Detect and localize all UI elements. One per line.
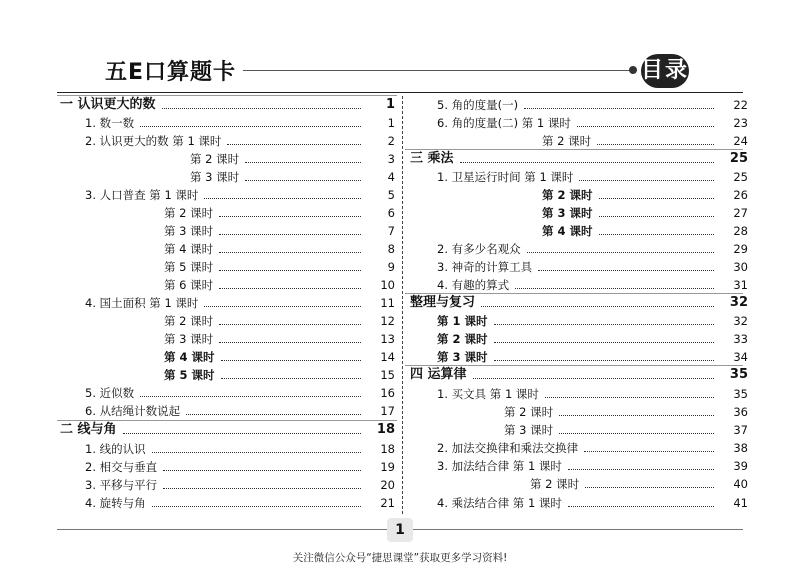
toc-entry-page: 3 [387, 152, 395, 166]
toc-entry[interactable] [437, 258, 748, 276]
toc-entry[interactable] [85, 114, 395, 132]
toc-entry-title: 2. 相交与垂直 [85, 460, 158, 474]
toc-entry[interactable] [437, 494, 748, 512]
toc-entry-page: 30 [733, 260, 748, 274]
toc-entry-title: 一 认识更大的数 [60, 97, 156, 112]
book-title: 五E口算题卡 [105, 60, 237, 85]
toc-entry-page: 41 [733, 496, 748, 510]
toc-entry-page: 7 [387, 224, 395, 238]
toc-entry[interactable] [504, 403, 748, 421]
toc-entry[interactable] [85, 402, 395, 420]
toc-entry-page: 38 [733, 441, 748, 455]
dot-leader [140, 114, 361, 127]
toc-entry[interactable] [190, 150, 395, 168]
toc-entry[interactable] [164, 330, 395, 348]
toc-entry[interactable] [60, 421, 395, 439]
dot-leader [538, 258, 714, 271]
toc-entry-page: 18 [380, 442, 395, 456]
toc-entry-page: 28 [733, 224, 748, 238]
dot-leader [152, 440, 361, 453]
toc-entry[interactable] [504, 421, 748, 439]
toc-entry-title: 四 运算律 [410, 367, 467, 382]
dot-leader [559, 421, 714, 434]
dot-leader [494, 330, 714, 343]
toc-entry[interactable] [437, 96, 748, 114]
toc-entry-page: 6 [387, 206, 395, 220]
page-number: 1 [387, 518, 413, 542]
toc-entry-page: 35 [733, 387, 748, 401]
dot-leader [219, 204, 361, 217]
toc-entry-title: 1. 数一数 [85, 116, 135, 130]
toc-entry[interactable] [542, 222, 748, 240]
toc-entry-title: 第 4 课时 [542, 224, 593, 238]
dot-leader [204, 294, 361, 307]
toc-entry[interactable] [437, 312, 748, 330]
toc-entry[interactable] [437, 168, 748, 186]
header-rule [243, 70, 637, 71]
dot-leader [524, 96, 714, 109]
toc-entry-page: 26 [733, 188, 748, 202]
dot-leader [473, 366, 714, 379]
dot-leader [597, 132, 714, 145]
toc-entry-page: 19 [380, 460, 395, 474]
toc-entry-title: 第 3 课时 [164, 224, 214, 238]
dot-leader [152, 494, 361, 507]
toc-entry-page: 13 [380, 332, 395, 346]
toc-entry-page: 32 [729, 295, 748, 310]
toc-entry[interactable] [542, 132, 748, 150]
toc-entry-title: 第 3 课时 [164, 332, 214, 346]
toc-entry-page: 12 [380, 314, 395, 328]
toc-entry[interactable] [60, 96, 395, 114]
toc-entry[interactable] [437, 114, 748, 132]
toc-entry-title: 第 2 课时 [530, 477, 580, 491]
toc-entry[interactable] [437, 276, 748, 294]
toc-entry-title: 2. 认识更大的数 第 1 课时 [85, 134, 222, 148]
toc-entry-title: 第 2 课时 [504, 405, 554, 419]
toc-entry[interactable] [85, 294, 395, 312]
toc-entry[interactable] [410, 366, 748, 384]
toc-entry-page: 20 [380, 478, 395, 492]
contents-badge: 目录 [641, 54, 689, 88]
dot-leader [219, 258, 361, 271]
toc-entry-title: 第 3 课时 [437, 350, 488, 364]
toc-entry[interactable] [164, 222, 395, 240]
toc-entry[interactable] [85, 440, 395, 458]
dot-leader [245, 150, 361, 163]
toc-entry[interactable] [85, 494, 395, 512]
toc-entry-page: 16 [380, 386, 395, 400]
toc-entry-title: 4. 有趣的算式 [437, 278, 510, 292]
dot-leader [163, 476, 361, 489]
toc-entry-title: 1. 买文具 第 1 课时 [437, 387, 539, 401]
toc-entry-title: 三 乘法 [410, 151, 454, 166]
toc-entry-page: 40 [733, 477, 748, 491]
toc-entry-title: 4. 旋转与角 [85, 496, 146, 510]
dot-leader [221, 366, 361, 379]
dot-leader [545, 385, 714, 398]
toc-entry-title: 第 3 课时 [542, 206, 593, 220]
dot-leader [460, 150, 714, 163]
toc-entry-title: 6. 从结绳计数说起 [85, 404, 181, 418]
toc-entry[interactable] [437, 385, 748, 403]
toc-entry[interactable] [542, 204, 748, 222]
toc-entry[interactable] [190, 168, 395, 186]
dot-leader [163, 458, 361, 471]
toc-entry[interactable] [437, 348, 748, 366]
toc-entry-page: 15 [380, 368, 395, 382]
toc-entry-page: 18 [376, 422, 395, 437]
toc-entry-title: 6. 角的度量(二) 第 1 课时 [437, 116, 571, 130]
toc-entry-page: 5 [387, 188, 395, 202]
dot-leader [568, 494, 714, 507]
toc-entry-title: 第 5 课时 [164, 368, 215, 382]
dot-leader [219, 312, 361, 325]
toc-entry-title: 第 2 课时 [164, 314, 214, 328]
toc-entry-page: 37 [733, 423, 748, 437]
dot-leader [579, 168, 714, 181]
dot-leader [123, 421, 361, 434]
toc-entry[interactable] [164, 276, 395, 294]
toc-entry-title: 第 2 课时 [542, 134, 592, 148]
dot-leader [481, 294, 714, 307]
toc-entry[interactable] [164, 366, 395, 384]
dot-leader [494, 348, 714, 361]
dot-leader [585, 475, 714, 488]
toc-entry-title: 第 6 课时 [164, 278, 214, 292]
dot-leader [219, 276, 361, 289]
toc-entry[interactable] [437, 457, 748, 475]
dot-leader [599, 186, 714, 199]
toc-entry[interactable] [164, 348, 395, 366]
toc-entry-title: 2. 加法交换律和乘法交换律 [437, 441, 579, 455]
toc-entry-title: 3. 平移与平行 [85, 478, 158, 492]
toc-entry-page: 33 [733, 332, 748, 346]
dot-leader [221, 348, 361, 361]
toc-entry[interactable] [85, 186, 395, 204]
toc-entry-title: 二 线与角 [60, 422, 117, 437]
toc-entry-page: 4 [387, 170, 395, 184]
toc-entry-title: 第 3 课时 [504, 423, 554, 437]
header-dot [629, 66, 637, 74]
dot-leader [599, 222, 714, 235]
dot-leader [219, 222, 361, 235]
toc-entry-page: 22 [733, 98, 748, 112]
toc-entry-page: 8 [387, 242, 395, 256]
dot-leader [527, 240, 714, 253]
toc-entry[interactable] [164, 240, 395, 258]
toc-entry-page: 25 [729, 151, 748, 166]
dot-leader [204, 186, 361, 199]
toc-entry-title: 2. 有多少名观众 [437, 242, 521, 256]
toc-entry-page: 9 [387, 260, 395, 274]
dot-leader [568, 457, 714, 470]
toc-entry-title: 第 3 课时 [190, 170, 240, 184]
toc-entry-page: 17 [380, 404, 395, 418]
dot-leader [577, 114, 714, 127]
toc-entry-page: 27 [733, 206, 748, 220]
toc-entry-page: 2 [387, 134, 395, 148]
dot-leader [219, 330, 361, 343]
toc-entry-page: 23 [733, 116, 748, 130]
toc-entry[interactable] [85, 476, 395, 494]
toc-entry-title: 第 5 课时 [164, 260, 214, 274]
toc-entry-title: 1. 线的认识 [85, 442, 146, 456]
toc-entry[interactable] [85, 132, 395, 150]
toc-entry[interactable] [85, 384, 395, 402]
toc-entry-title: 3. 人口普查 第 1 课时 [85, 188, 199, 202]
toc-entry[interactable] [164, 312, 395, 330]
toc-entry-title: 第 2 课时 [437, 332, 488, 346]
toc-entry[interactable] [437, 439, 748, 457]
toc-entry[interactable] [164, 204, 395, 222]
toc-entry-page: 32 [733, 314, 748, 328]
toc-entry-page: 29 [733, 242, 748, 256]
dot-leader [162, 96, 361, 109]
toc-entry-title: 第 2 课时 [164, 206, 214, 220]
toc-entry-page: 31 [733, 278, 748, 292]
toc-entry-title: 3. 神奇的计算工具 [437, 260, 533, 274]
dot-leader [227, 132, 361, 145]
toc-entry[interactable] [85, 458, 395, 476]
toc-entry-page: 10 [380, 278, 395, 292]
toc-entry-page: 21 [380, 496, 395, 510]
dot-leader [494, 312, 714, 325]
toc-entry[interactable] [410, 150, 748, 168]
toc-entry-page: 14 [380, 350, 395, 364]
toc-entry-page: 1 [385, 97, 395, 112]
toc-entry-title: 第 1 课时 [437, 314, 488, 328]
toc-entry-page: 39 [733, 459, 748, 473]
toc-entry-page: 11 [380, 296, 395, 310]
toc-entry-title: 3. 加法结合律 第 1 课时 [437, 459, 562, 473]
toc-entry[interactable] [437, 240, 748, 258]
toc-entry[interactable] [437, 330, 748, 348]
toc-entry[interactable] [530, 475, 748, 493]
dot-leader [219, 240, 361, 253]
top-divider [57, 92, 743, 93]
dot-leader [559, 403, 714, 416]
footer-note: 关注微信公众号“捷思课堂”获取更多学习资料! [292, 552, 508, 564]
toc-entry-page: 25 [733, 170, 748, 184]
toc-entry-title: 4. 乘法结合律 第 1 课时 [437, 496, 562, 510]
dot-leader [599, 204, 714, 217]
toc-entry[interactable] [410, 294, 748, 312]
toc-entry-page: 1 [387, 116, 395, 130]
toc-entry-title: 第 4 课时 [164, 242, 214, 256]
toc-entry-title: 第 2 课时 [542, 188, 593, 202]
toc-entry-title: 5. 近似数 [85, 386, 135, 400]
dot-leader [515, 276, 714, 289]
toc-entry-page: 36 [733, 405, 748, 419]
toc-entry-page: 35 [729, 367, 748, 382]
toc-entry-title: 整理与复习 [410, 295, 476, 310]
dot-leader [584, 439, 714, 452]
toc-entry-page: 34 [733, 350, 748, 364]
toc-entry-title: 4. 国土面积 第 1 课时 [85, 296, 199, 310]
dot-leader [140, 384, 361, 397]
toc-entry-title: 第 2 课时 [190, 152, 240, 166]
toc-entry[interactable] [542, 186, 748, 204]
column-divider [402, 96, 403, 514]
toc-entry-title: 1. 卫星运行时间 第 1 课时 [437, 170, 574, 184]
toc-entry-title: 第 4 课时 [164, 350, 215, 364]
toc-entry-page: 24 [733, 134, 748, 148]
toc-entry-title: 5. 角的度量(一) [437, 98, 519, 112]
dot-leader [186, 402, 361, 415]
toc-entry[interactable] [164, 258, 395, 276]
dot-leader [245, 168, 361, 181]
